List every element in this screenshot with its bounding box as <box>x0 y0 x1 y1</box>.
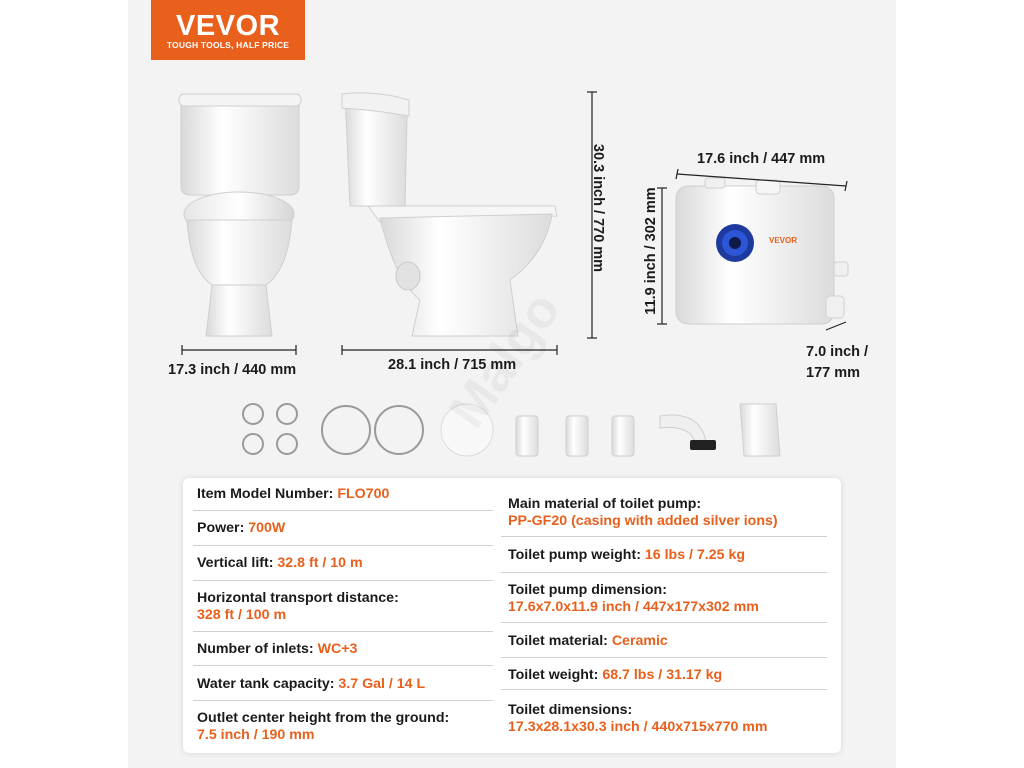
spec-toilet-weight: Toilet weight: 68.7 lbs / 31.17 kg <box>508 667 723 683</box>
pump-length-label: 17.6 inch / 447 mm <box>697 151 826 167</box>
spec-pump-dimension: Toilet pump dimension: 17.6x7.0x11.9 inch / 447x177x302 mm <box>508 582 759 615</box>
toilet-width-label: 17.3 inch / 440 mm <box>168 362 297 378</box>
spec-inlets: Number of inlets: WC+3 <box>197 641 358 657</box>
divider <box>193 700 493 701</box>
divider <box>501 689 827 690</box>
spec-toilet-material: Toilet material: Ceramic <box>508 633 668 649</box>
spec-pump-weight: Toilet pump weight: 16 lbs / 7.25 kg <box>508 547 746 563</box>
spec-horizontal-distance: Horizontal transport distance: 328 ft / 100 m <box>197 590 399 623</box>
logo-brand-text: VEVOR <box>175 10 281 42</box>
toilet-length-label: 28.1 inch / 715 mm <box>388 357 517 373</box>
divider <box>501 622 827 623</box>
spec-outlet-height: Outlet center height from the ground: 7.5 inch / 190 mm <box>197 710 450 743</box>
divider <box>501 536 827 537</box>
divider <box>193 510 493 511</box>
spec-power: Power: 700W <box>197 520 286 536</box>
divider <box>193 631 493 632</box>
divider <box>193 580 493 581</box>
spec-toilet-dimensions: Toilet dimensions: 17.3x28.1x30.3 inch / 440x715x770 mm <box>508 702 768 735</box>
divider <box>501 657 827 658</box>
toilet-height-label: 30.3 inch / 770 mm <box>590 143 606 273</box>
spec-tank-capacity: Water tank capacity: 3.7 Gal / 14 L <box>197 676 426 692</box>
divider <box>501 572 827 573</box>
pump-width-label-1: 7.0 inch / <box>806 344 869 360</box>
spec-panel <box>183 478 841 753</box>
accessories <box>243 404 423 454</box>
pump-height-label: 11.9 inch / 302 mm <box>643 187 659 315</box>
spec-vertical-lift: Vertical lift: 32.8 ft / 10 m <box>197 555 363 571</box>
macerator-pump <box>676 178 848 324</box>
pump-badge: VEVOR <box>769 236 798 245</box>
logo-tagline: TOUGH TOOLS, HALF PRICE <box>166 40 290 50</box>
divider <box>193 545 493 546</box>
spec-pump-material: Main material of toilet pump: PP-GF20 (casing with added silver ions) <box>508 496 778 529</box>
pump-width-label-2: 177 mm <box>806 365 861 381</box>
toilet-front-view <box>179 94 301 336</box>
divider <box>193 665 493 666</box>
spec-model: Item Model Number: FLO700 <box>197 486 390 502</box>
